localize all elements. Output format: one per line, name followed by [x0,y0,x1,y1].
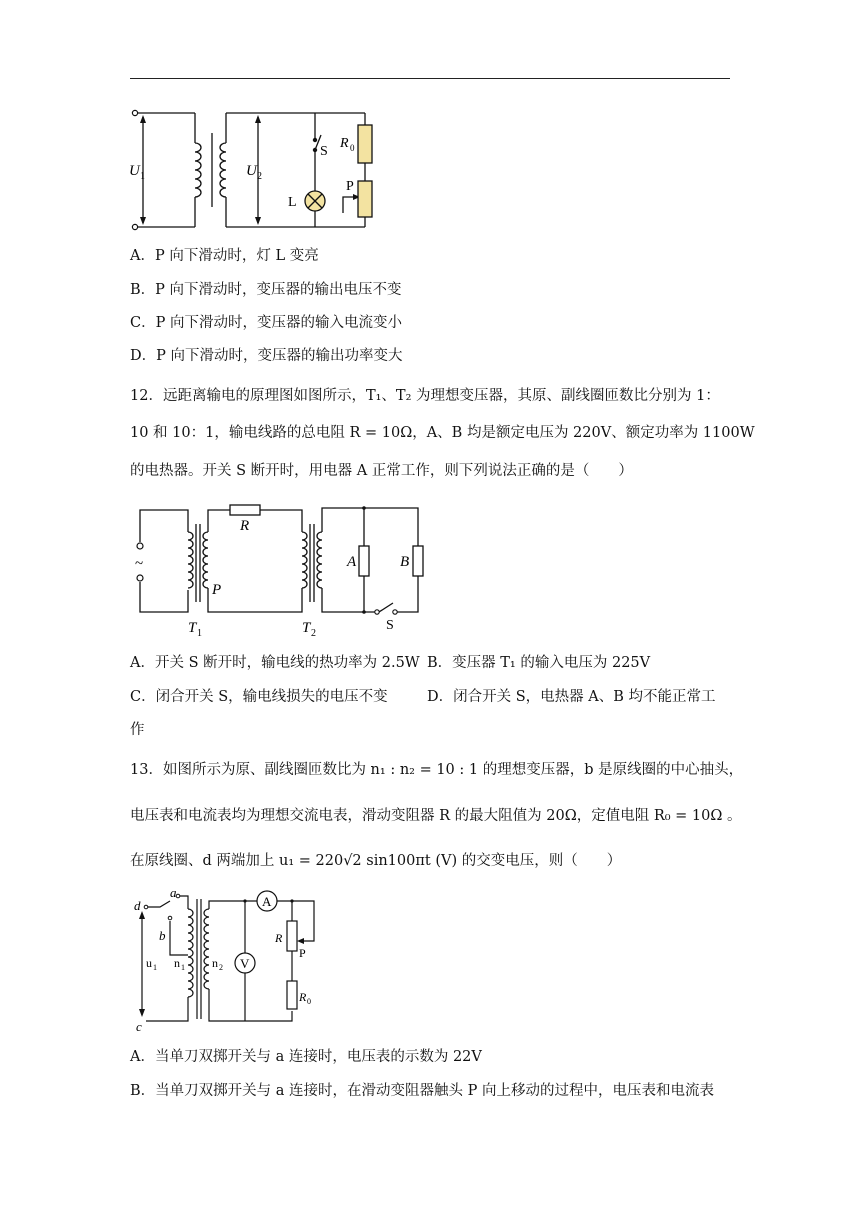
q12-option-b: B．变压器 T₁ 的输入电压为 225V [427,655,651,671]
q11-u1-label: U [129,163,140,179]
q11-rheostat [358,181,372,217]
q11-option-d-letter: D． [130,348,157,364]
q11-r0-sub: 0 [350,143,355,153]
q11-option-a-text: P 向下滑动时，灯 L 变亮 [154,248,319,264]
q13-a-label: a [170,885,177,900]
q12-option-d-cont: 作 [130,722,145,738]
q13-ammeter-label: A [262,894,272,909]
q12-t2-sub: 2 [311,628,316,639]
q12-stem-line-2: 10 和 10：1，输电线路的总电阻 R = 10Ω，A、B 均是额定电压为 220V、额定功率为 1100W [130,425,755,441]
q13-stem-line-3: 在原线圈、d 两端加上 u₁ = 220√2 sin100πt (V) 的交变电压，则（ ） [130,853,622,869]
q11-option-b-text: P 向下滑动时，变压器的输出电压不变 [155,282,402,298]
q11-option-d [130,346,403,366]
q12-t1-label: T [188,620,197,636]
q11-u1-sub: 1 [140,171,145,182]
q13-voltmeter-icon [235,953,255,973]
q11-option-a-letter: A． [130,248,155,264]
q12-r-label: R [240,518,250,534]
q13-ammeter-icon [257,891,277,911]
q13-n1-label: n [174,956,180,970]
q13-n1-sub: 1 [181,963,185,972]
q12-option-c: C．闭合开关 S，输电线损失的电压不变 [130,689,388,705]
q12-b-label: B [400,554,410,570]
q13-stem-line-1: 13．如图所示为原、副线圈匝数比为 n₁ : n₂ = 10 : 1 的理想变压器，b 是原线圈的中心抽头， [130,762,744,778]
q13-circuit-diagram [130,885,340,1035]
q11-circuit-diagram [125,105,385,235]
q11-option-b [130,280,402,300]
q12-switch-label: S [386,618,394,633]
q12-p-label: P [212,582,222,598]
q12-stem-line-1: 12．远距离输电的原理图如图所示，T₁、T₂ 为理想变压器，其原、副线圈匝数比分别为 1： [130,388,720,404]
q12-option-d: D．闭合开关 S，电热器 A、B 均不能正常工 [427,689,716,705]
q11-option-b-letter: B． [130,282,156,298]
q12-option-a: A．开关 S 断开时，输电线的热功率为 2.5W [130,655,420,671]
q11-u2-label: U [246,163,257,179]
q11-lamp-label: L [288,195,297,210]
q11-r0-resistor [358,125,372,163]
q13-n2-label: n [212,956,218,970]
q11-option-a [130,246,319,266]
q12-t2-label: T [302,620,311,636]
q12-t1-sub: 1 [197,628,202,639]
q11-slider-label: P [346,179,354,194]
q12-ac-source-icon: ~ [135,556,144,572]
q13-stem-line-2: 电压表和电流表均为理想交流电表，滑动变阻器 R 的最大阻值为 20Ω，定值电阻 R₀ = 10Ω 。 [130,808,742,824]
q13-p-label: P [299,946,306,960]
q13-option-b: B．当单刀双掷开关与 a 连接时，在滑动变阻器触头 P 向上移动的过程中，电压表和电流表 [130,1083,714,1099]
q11-option-c-letter: C． [130,315,156,331]
q13-d-label: d [134,898,141,913]
q13-u1-label: u [146,956,152,970]
q13-c-label: c [136,1019,142,1034]
q11-switch-label: S [320,144,328,159]
q13-voltmeter-label: V [240,956,250,971]
q11-r0-label: R [340,136,349,151]
q12-stem-line-3: 的电热器。开关 S 断开时，用电器 A 正常工作，则下列说法正确的是（ ） [130,463,633,479]
q11-option-d-text: P 向下滑动时，变压器的输出功率变大 [156,348,403,364]
q13-r0-sub: 0 [307,997,311,1006]
q12-circuit-diagram [130,500,430,640]
q13-option-a: A．当单刀双掷开关与 a 连接时，电压表的示数为 22V [130,1049,482,1065]
q11-u2-sub: 2 [257,171,262,182]
q13-u1-sub: 1 [153,963,157,972]
q12-a-label: A [347,554,357,570]
q13-b-label: b [159,928,166,943]
q11-lamp-icon [305,191,325,211]
q11-option-c-text: P 向下滑动时，变压器的输入电流变小 [155,315,402,331]
header-rule [130,78,730,79]
q13-r-label: R [275,931,283,945]
q13-r0-label: R [299,990,307,1004]
q11-option-c [130,313,402,333]
q13-n2-sub: 2 [219,963,223,972]
